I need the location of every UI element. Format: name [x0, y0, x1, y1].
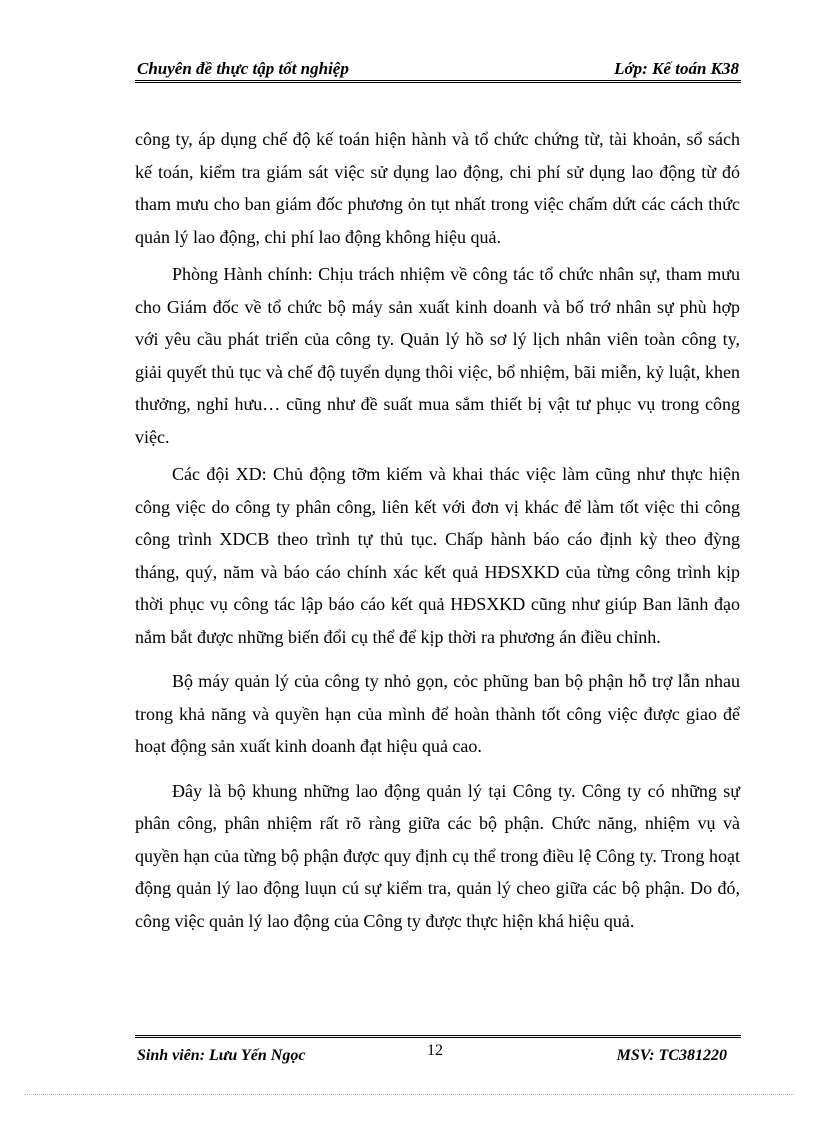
- header-thesis-title: Chuyên đề thực tập tốt nghiệp: [137, 59, 349, 78]
- page-header: [135, 56, 741, 83]
- page-bottom-divider: [24, 1094, 794, 1095]
- paragraph-administration-office: Phòng Hành chính: Chịu trách nhiệm về công tác tổ chức nhân sự, tham mưu cho Giám đốc về tổ chức bộ máy sản xuất kinh doanh và bố trớ nhân sự phù hợp với yêu cầu phát triển của công ty. Quản lý hồ sơ lý lịch nhân viên toàn công ty, giải quyết thủ tục và chế độ tuyển dụng thôi việc, bổ nhiệm, bãi miễn, kỷ luật, khen thưởng, nghỉ hưu… cũng như đề suất mua sắm thiết bị vật tư phục vụ trong công việc.: [135, 264, 740, 447]
- footer-student-id: MSV: TC381220: [616, 1047, 727, 1064]
- paragraph-continuation: công ty, áp dụng chế độ kế toán hiện hành và tổ chức chứng từ, tài khoản, sổ sách kế toán, kiểm tra giám sát việc sử dụng lao động, chi phí sử dụng lao động từ đó tham mưu cho ban giám đốc phương ỏn tụt nhất trong việc chấm dứt các cách thức quản lý lao động, chi phí lao động không hiệu quả.: [135, 129, 740, 247]
- header-class-name: Lớp: Kế toán K38: [614, 59, 739, 78]
- page-number: 12: [427, 1042, 443, 1059]
- paragraph-management-framework: Đây là bộ khung những lao động quản lý tại Công ty. Công ty có những sự phân công, phân nhiệm rất rõ ràng giữa các bộ phận. Chức năng, nhiệm vụ và quyền hạn của từng bộ phận được quy định cụ thể trong điều lệ Công ty. Trong hoạt động quản lý lao động luụn cú sự kiểm tra, quản lý cheo giữa các bộ phận. Do đó, công việc quản lý lao động của Công ty được thực hiện khá hiệu quả.: [135, 780, 740, 931]
- page-footer: [135, 1035, 741, 1068]
- paragraph-management-structure: Bộ máy quản lý của công ty nhỏ gọn, cỏc phũng ban bộ phận hỗ trợ lẫn nhau trong khả năng và quyền hạn của mình để hoàn thành tốt công việc được giao để hoạt động sản xuất kinh doanh đạt hiệu quả cao.: [135, 671, 740, 756]
- body-text: [135, 123, 740, 942]
- footer-student-name: Sinh viên: Lưu Yến Ngọc: [137, 1047, 306, 1064]
- paragraph-construction-teams: Các đội XD: Chủ động tỡm kiếm và khai thác việc làm cũng như thực hiện công việc do công ty phân công, liên kết với đơn vị khác để làm tốt việc thi công công trình XDCB theo trình tự thủ tục. Chấp hành báo cáo định kỳ theo đỳng tháng, quý, năm và báo cáo chính xác kết quả HĐSXKD của từng công trình kịp thời phục vụ công tác lập báo cáo kết quả HĐSXKD cũng như giúp Ban lãnh đạo nắm bắt được những biến đổi cụ thể để kịp thời ra phương án điều chỉnh.: [135, 464, 740, 647]
